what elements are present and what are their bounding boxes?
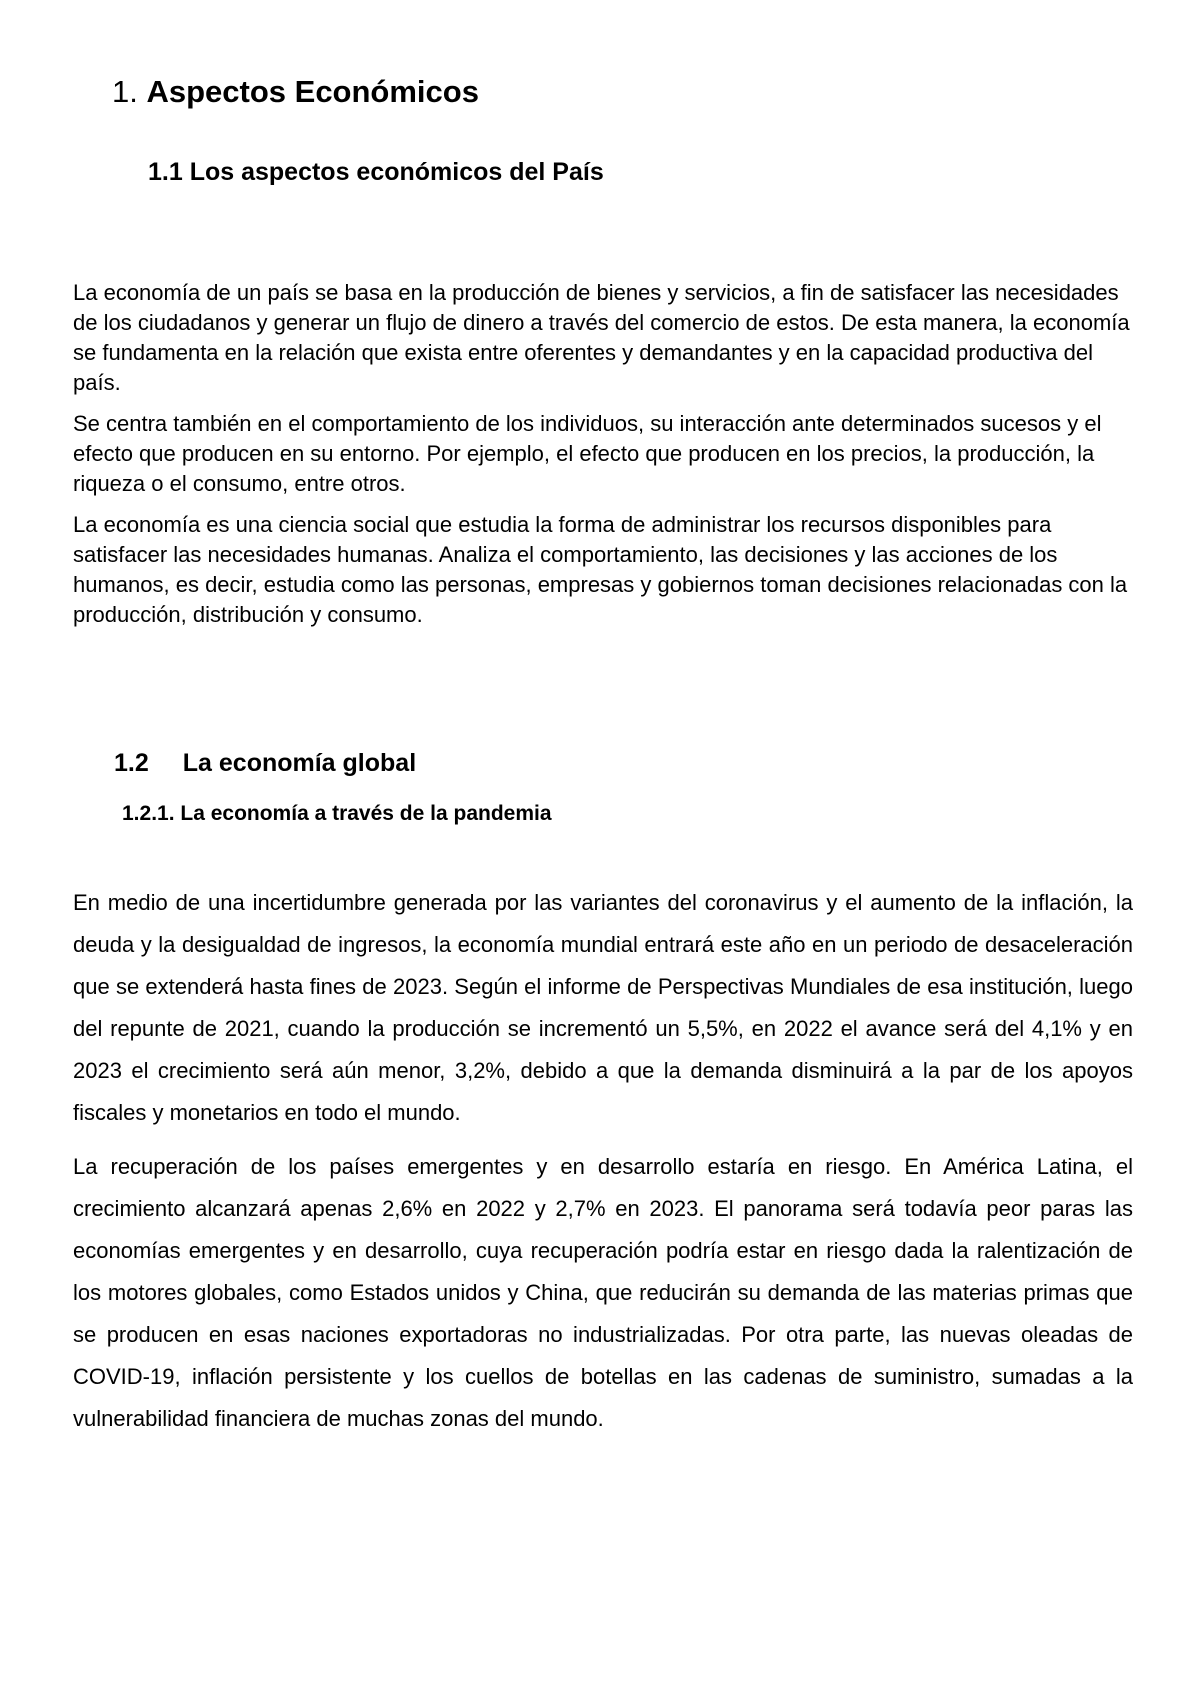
section-1-2-title: La economía global <box>182 749 417 777</box>
section-1-2-number: 1.2 <box>114 749 149 777</box>
section-1-2-1-heading: 1.2.1. La economía a través de la pandemia <box>122 802 552 825</box>
section-1-1-body <box>73 278 1133 641</box>
section-1-1-heading: 1.1 Los aspectos económicos del País <box>148 158 604 186</box>
paragraph: Se centra también en el comportamiento de los individuos, su interacción ante determinados sucesos y el efecto que producen en su entorno. Por ejemplo, el efecto que producen en los precios, la producción, la riqueza o el consumo, entre otros. <box>73 411 1102 496</box>
paragraph: En medio de una incertidumbre generada por las variantes del coronavirus y el aumento de la inflación, la deuda y la desigualdad de ingresos, la economía mundial entrará este año en un periodo de desaceleración que se extenderá hasta fines de 2023. Según el informe de Perspectivas Mundiales de esa institución, luego del repunte de 2021, cuando la producción se incrementó un 5,5%, en 2022 el avance será del 4,1% y en 2023 el crecimiento será aún menor, 3,2%, debido a que la demanda disminuirá a la par de los apoyos fiscales y monetarios en todo el mundo. <box>73 890 1133 1125</box>
section-1-2-1-body <box>73 882 1133 1452</box>
paragraph: La recuperación de los países emergentes y en desarrollo estaría en riesgo. En América Latina, el crecimiento alcanzará apenas 2,6% en 2022 y 2,7% en 2023. El panorama será todavía peor paras las economías emergentes y en desarrollo, cuya recuperación podría estar en riesgo dada la ralentización de los motores globales, como Estados unidos y China, que reducirán su demanda de las materias primas que se producen en esas naciones exportadoras no industrializadas. Por otra parte, las nuevas oleadas de COVID-19, inflación persistente y los cuellos de botellas en las cadenas de suministro, sumadas a la vulnerabilidad financiera de muchas zonas del mundo. <box>73 1154 1133 1431</box>
section-1-title: Aspectos Económicos <box>146 74 479 109</box>
paragraph: La economía es una ciencia social que estudia la forma de administrar los recursos disponibles para satisfacer las necesidades humanas. Analiza el comportamiento, las decisiones y las acciones de los humanos, es decir, estudia como las personas, empresas y gobiernos toman decisiones relacionadas con la producción, distribución y consumo. <box>73 512 1128 627</box>
paragraph: La economía de un país se basa en la producción de bienes y servicios, a fin de satisfacer las necesidades de los ciudadanos y generar un flujo de dinero a través del comercio de estos. De esta manera, la economía se fundamenta en la relación que exista entre oferentes y demandantes y en la capacidad productiva del país. <box>73 280 1130 395</box>
section-1-2-heading <box>114 748 416 778</box>
section-1-number: 1. <box>112 74 138 109</box>
section-1-heading <box>112 74 479 110</box>
